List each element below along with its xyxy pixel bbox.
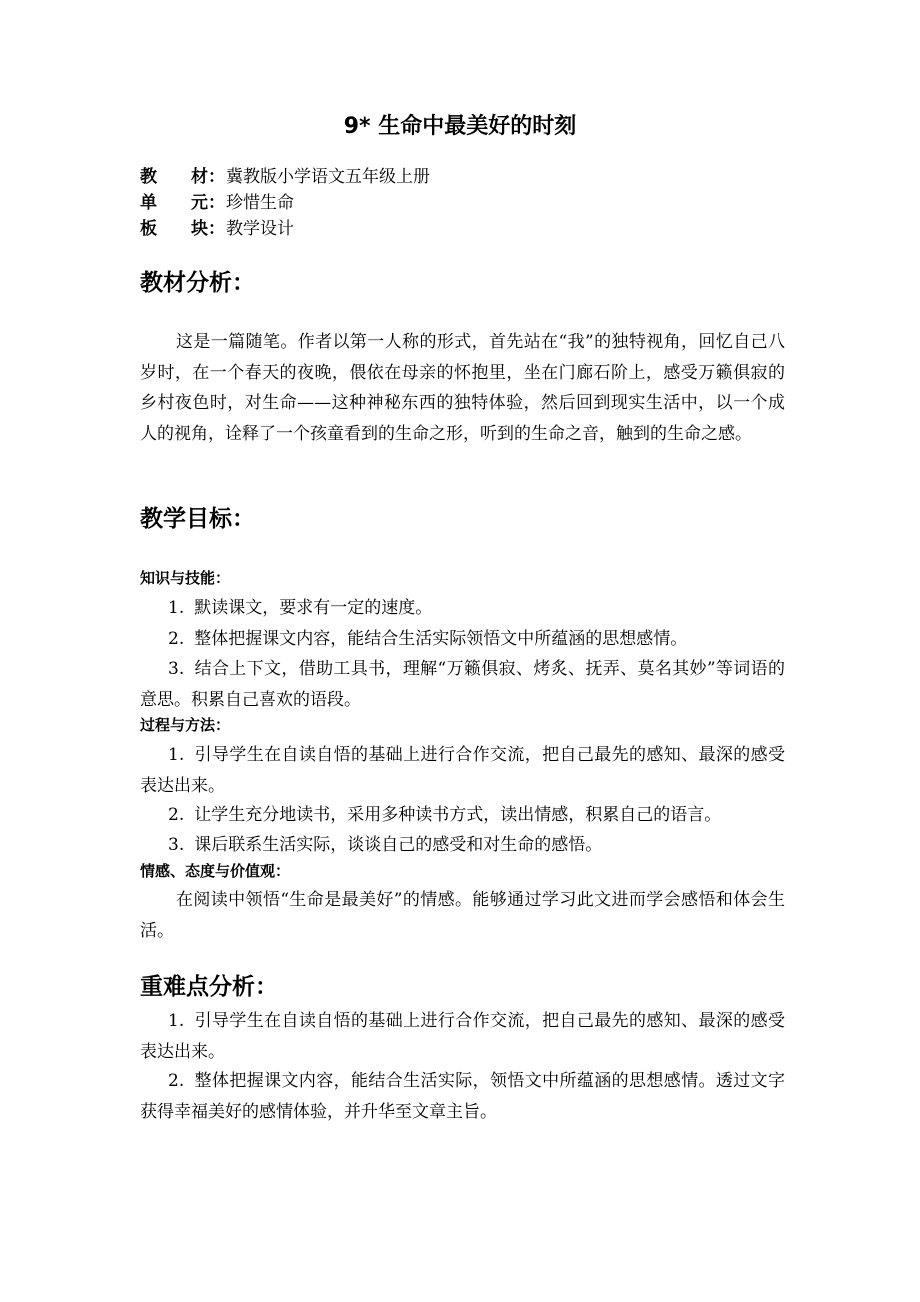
list-item-text: 整体把握课文内容，能结合生活实际领悟文中所蕴涵的思想感情。: [194, 629, 688, 649]
list-item-number: 3.: [168, 659, 185, 679]
list-item: [140, 654, 785, 715]
list-item: [140, 830, 785, 861]
list-item-number: 1.: [168, 1011, 185, 1031]
meta-value: 珍惜生命: [226, 193, 294, 213]
list-item-number: 2.: [168, 1071, 185, 1091]
list-item: [140, 624, 785, 655]
analysis-heading: 教材分析：: [140, 270, 255, 296]
list-item-text: 引导学生在自读自悟的基础上进行合作交流，把自己最先的感知、最深的感受表达出来。: [140, 745, 785, 796]
list-item: [140, 740, 785, 801]
list-item-number: 3.: [168, 835, 185, 855]
meta-label: 教 材：: [140, 167, 225, 187]
meta-value: 教学设计: [226, 219, 294, 239]
meta-label: 板 块：: [140, 219, 225, 239]
process-methods-label: 过程与方法：: [140, 716, 231, 734]
knowledge-skills-label: 知识与技能：: [140, 569, 231, 587]
list-item: [140, 1006, 785, 1067]
list-item-text: 默读课文，要求有一定的速度。: [194, 598, 433, 618]
emotion-values-label: 情感、态度与价值观：: [140, 862, 291, 880]
list-item: [140, 593, 785, 624]
list-item-number: 1.: [168, 598, 185, 618]
meta-row-unit: [140, 190, 430, 216]
emotion-values-paragraph: 在阅读中领悟“生命是最美好”的情感。能够通过学习此文进而学会感悟和体会生活。: [140, 890, 785, 941]
document-meta: [140, 164, 430, 242]
list-item-text: 引导学生在自读自悟的基础上进行合作交流，把自己最先的感知、最深的感受表达出来。: [140, 1011, 785, 1062]
list-item-number: 2.: [168, 805, 185, 825]
meta-value: 冀教版小学语文五年级上册: [226, 167, 430, 187]
list-item: [140, 1066, 785, 1127]
list-item-number: 2.: [168, 629, 185, 649]
list-item-text: 课后联系生活实际，谈谈自己的感受和对生命的感悟。: [194, 835, 603, 855]
analysis-paragraph: 这是一篇随笔。作者以第一人称的形式，首先站在“我”的独特视角，回忆自己八岁时，在一个春天的夜晚，偎依在母亲的怀抱里，坐在门廊石阶上，感受万籁俱寂的乡村夜色时，对生命——这种神秘东西的独特体验，然后回到现实生活中，以一个成人的视角，诠释了一个孩童看到的生命之形，听到的生命之音，触到的生命之感。: [140, 332, 785, 444]
goals-heading: 教学目标：: [140, 506, 255, 532]
keypoints-heading: 重难点分析：: [140, 974, 278, 1000]
meta-row-section: [140, 216, 430, 242]
list-item-text: 结合上下文，借助工具书，理解“万籁俱寂、烤炙、抚弄、莫名其妙”等词语的意思。积累自己喜欢的语段。: [140, 659, 785, 710]
meta-label: 单 元：: [140, 193, 225, 213]
list-item-text: 让学生充分地读书，采用多种读书方式，读出情感，积累自己的语言。: [194, 805, 722, 825]
list-item-text: 整体把握课文内容，能结合生活实际，领悟文中所蕴涵的思想感情。透过文字获得幸福美好的感情体验，并升华至文章主旨。: [140, 1071, 785, 1122]
list-item-number: 1.: [168, 745, 185, 765]
meta-row-textbook: [140, 164, 430, 190]
document-title: 9* 生命中最美好的时刻: [343, 114, 577, 139]
list-item: [140, 800, 785, 831]
